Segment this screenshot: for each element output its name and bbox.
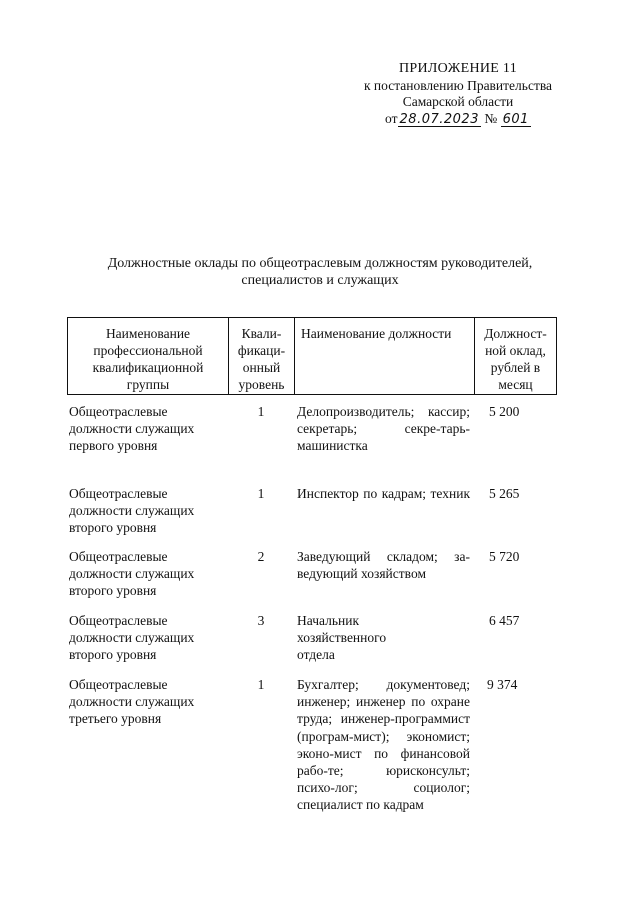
level-cell: 1 (257, 404, 265, 419)
appendix-title: ПРИЛОЖЕНИЕ 11 (398, 61, 517, 76)
table-header (67, 317, 557, 395)
table-row (67, 485, 555, 536)
position-cell: Заведующий складом; за-ведующий хозяйством (297, 549, 470, 582)
date-prefix: от (385, 110, 398, 126)
salary-cell: 5 265 (489, 486, 520, 501)
salary-cell: 6 457 (489, 613, 520, 628)
group-cell: Общеотраслевые должности служащих первого уровня (69, 404, 195, 453)
position-cell: Бухгалтер; документовед; инженер; инженер по охране труда; инженер-программист (програм-мист); экономист; эконо-мист по финансовой рабо-те; юрисконсульт; психо-лог; социолог; специалист по кадрам (297, 677, 470, 813)
table-row (67, 548, 555, 599)
handwritten-number: 601 (502, 111, 529, 127)
handwritten-date: 28.07.2023 (399, 111, 479, 127)
appendix-region: Самарской области (402, 94, 514, 109)
title-line-2: специалистов и служащих (241, 273, 399, 288)
table-row (67, 612, 555, 664)
position-cell: Делопроизводитель; кассир; секретарь; секре-тарь-машинистка (297, 404, 470, 454)
table-row (67, 403, 555, 455)
group-cell: Общеотраслевые должности служащих второго уровня (69, 613, 195, 662)
level-cell: 3 (257, 613, 265, 628)
appendix-resolution: к постановлению Правительства (363, 77, 553, 93)
number-prefix: № (484, 110, 498, 126)
level-cell: 1 (257, 677, 265, 692)
salary-cell: 9 374 (487, 677, 518, 692)
header-level: Квали-фикаци-онный уровень (229, 318, 295, 394)
salary-cell: 5 720 (489, 549, 520, 564)
header-salary: Должност-ной оклад, рублей в месяц (484, 326, 547, 392)
level-cell: 1 (257, 486, 265, 501)
position-cell: Начальник хозяйственного отдела (297, 613, 387, 663)
title-line-1: Должностные оклады по общеотраслевым должностям руководителей, (107, 256, 533, 271)
group-cell: Общеотраслевые должности служащих второго уровня (69, 486, 195, 535)
salary-cell: 5 200 (489, 404, 520, 419)
position-cell: Инспектор по кадрам; техник (297, 486, 470, 501)
group-cell: Общеотраслевые должности служащих второго уровня (69, 549, 195, 598)
header-group: Наименование профессиональной квалификационной группы (68, 318, 229, 394)
group-cell: Общеотраслевые должности служащих третьего уровня (69, 677, 195, 726)
appendix-date-line (333, 111, 583, 128)
appendix-block (333, 61, 583, 127)
document-title (60, 255, 580, 289)
level-cell: 2 (257, 549, 265, 564)
table-row (67, 676, 555, 814)
header-position: Наименование должности (295, 318, 475, 394)
